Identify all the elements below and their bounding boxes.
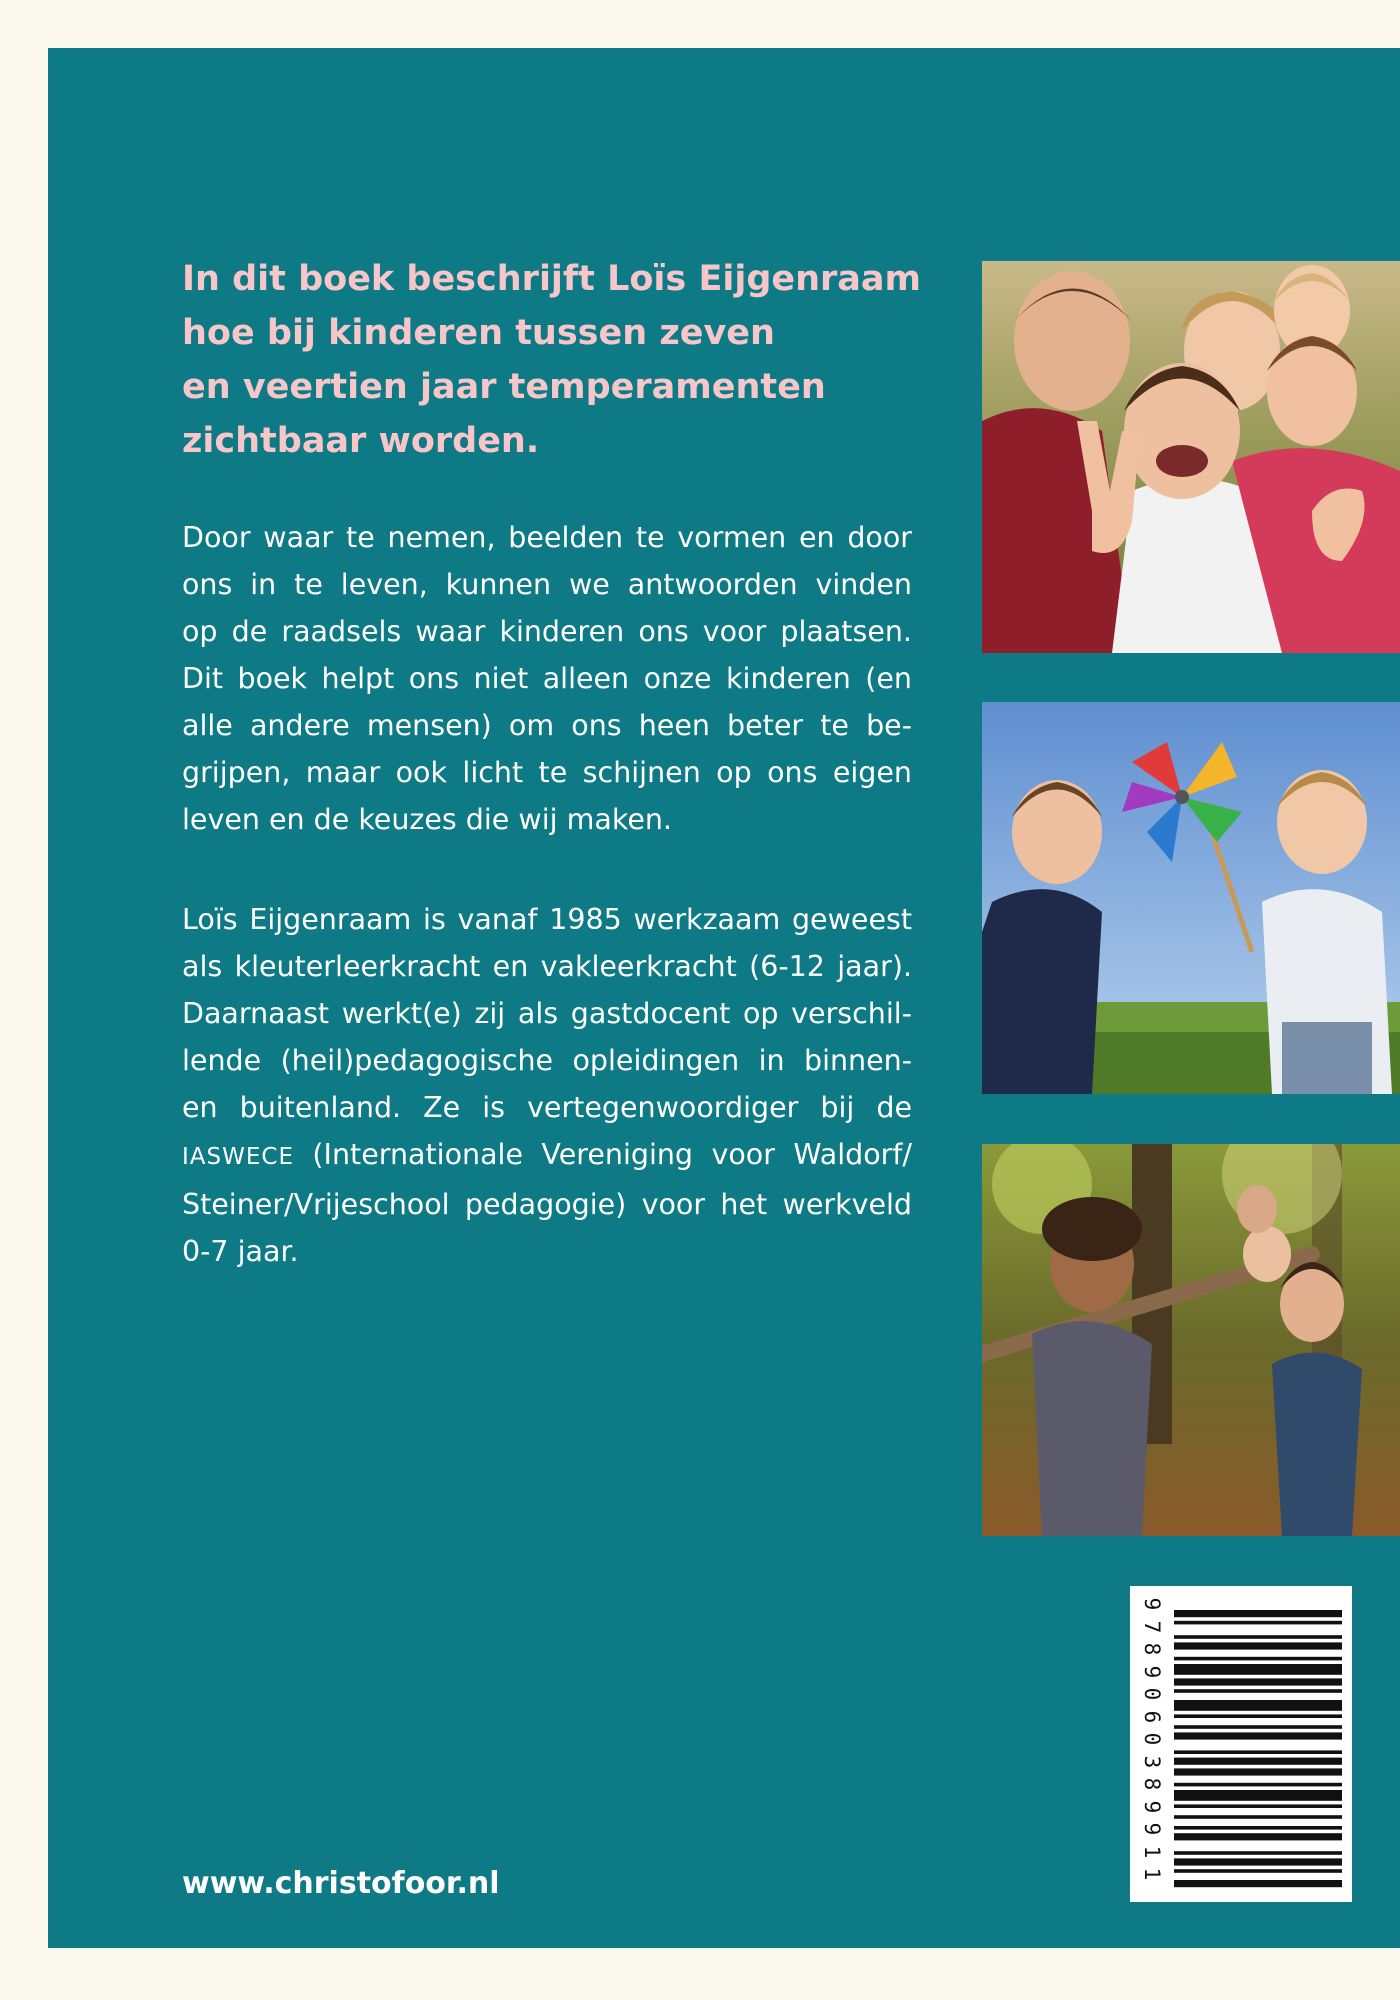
iaswece-description: (Internationale Vereniging voor Waldorf/ bbox=[293, 1138, 912, 1171]
isbn-digit: 9 bbox=[1140, 1597, 1164, 1611]
lead-line: en veertien jaar temperamenten bbox=[182, 367, 826, 407]
isbn-digit: 3 bbox=[1140, 1755, 1164, 1768]
barcode-bar bbox=[1174, 1790, 1342, 1801]
isbn-digit: 8 bbox=[1140, 1777, 1164, 1791]
barcode-bar bbox=[1174, 1783, 1342, 1787]
body-line: ons in te leven, kunnen we antwoorden vinden bbox=[182, 568, 912, 601]
barcode-bar bbox=[1174, 1664, 1342, 1675]
barcode-bar bbox=[1174, 1833, 1342, 1840]
description-paragraph bbox=[182, 514, 912, 843]
barcode-bar bbox=[1174, 1678, 1342, 1685]
barcode-bar bbox=[1174, 1851, 1342, 1855]
lead-line: In dit boek beschrijft Loïs Eijgenraam bbox=[182, 259, 922, 299]
barcode-bar bbox=[1174, 1610, 1342, 1617]
photo-children-forest bbox=[982, 1144, 1400, 1536]
lead-line: zichtbaar worden. bbox=[182, 421, 540, 461]
body-line: Steiner/Vrijeschool pedagogie) voor het werkveld bbox=[182, 1188, 912, 1221]
body-line: leven en de keuzes die wij maken. bbox=[182, 803, 672, 836]
iaswece-abbreviation: IASWECE bbox=[182, 1144, 294, 1170]
barcode-bar bbox=[1174, 1635, 1342, 1639]
isbn-digit: 1 bbox=[1140, 1845, 1164, 1858]
lead-paragraph bbox=[182, 252, 942, 468]
barcode-bar bbox=[1174, 1621, 1342, 1625]
isbn-digit: 0 bbox=[1140, 1732, 1164, 1746]
body-line: en buitenland. Ze is vertegenwoordiger bij de bbox=[182, 1091, 912, 1124]
body-line: Loïs Eijgenraam is vanaf 1985 werkzaam geweest bbox=[182, 903, 912, 936]
barcode-bar bbox=[1174, 1758, 1342, 1765]
barcode-bar bbox=[1174, 1826, 1342, 1830]
barcode-bar bbox=[1174, 1815, 1342, 1819]
isbn-digit: 6 bbox=[1140, 1710, 1164, 1723]
isbn-digit: 1 bbox=[1140, 1867, 1164, 1881]
lead-line: hoe bij kinderen tussen zeven bbox=[182, 313, 775, 353]
author-bio-paragraph bbox=[182, 896, 912, 1275]
barcode-bar bbox=[1174, 1750, 1342, 1754]
isbn-digit: 9 bbox=[1140, 1822, 1164, 1836]
isbn-digit: 9 bbox=[1140, 1665, 1164, 1678]
body-line: Dit boek helpt ons niet alleen onze kinderen (en bbox=[182, 662, 912, 695]
body-line: op de raadsels waar kinderen ons voor plaatsen. bbox=[182, 615, 912, 648]
barcode-bar bbox=[1174, 1642, 1342, 1649]
barcode-bar bbox=[1174, 1804, 1342, 1808]
publisher-website: www.christofoor.nl bbox=[182, 1866, 500, 1901]
body-line: lende (heil)pedagogische opleidingen in binnen- bbox=[182, 1044, 912, 1077]
barcode-bar bbox=[1174, 1768, 1342, 1775]
photo-boys-pinwheel bbox=[982, 702, 1400, 1094]
barcode-bar bbox=[1174, 1725, 1342, 1729]
body-line: als kleuterleerkracht en vakleerkracht (6-12 jaar). bbox=[182, 950, 912, 983]
body-line: 0-7 jaar. bbox=[182, 1235, 299, 1268]
barcode-bar bbox=[1174, 1732, 1342, 1739]
barcode-bar bbox=[1174, 1689, 1342, 1693]
isbn-digit: 8 bbox=[1140, 1642, 1164, 1656]
body-line: Daarnaast werkt(e) zij als gastdocent op verschil- bbox=[182, 997, 912, 1030]
body-line bbox=[182, 1131, 912, 1181]
isbn-digits bbox=[1136, 1592, 1176, 1892]
photo-children-group bbox=[982, 261, 1400, 653]
barcode-bar bbox=[1174, 1880, 1342, 1887]
isbn-digit: 0 bbox=[1140, 1687, 1164, 1701]
barcode-bar bbox=[1174, 1714, 1342, 1718]
barcode-bar bbox=[1174, 1700, 1342, 1711]
isbn-digit: 7 bbox=[1140, 1620, 1164, 1633]
body-line: Door waar te nemen, beelden te vormen en door bbox=[182, 521, 912, 554]
barcode-bar bbox=[1174, 1869, 1342, 1873]
barcode-bar bbox=[1174, 1657, 1342, 1661]
body-line: alle andere mensen) om ons heen beter te be- bbox=[182, 709, 912, 742]
isbn-digit: 9 bbox=[1140, 1800, 1164, 1813]
body-line: grijpen, maar ook licht te schijnen op ons eigen bbox=[182, 756, 912, 789]
barcode-bar bbox=[1174, 1858, 1342, 1865]
